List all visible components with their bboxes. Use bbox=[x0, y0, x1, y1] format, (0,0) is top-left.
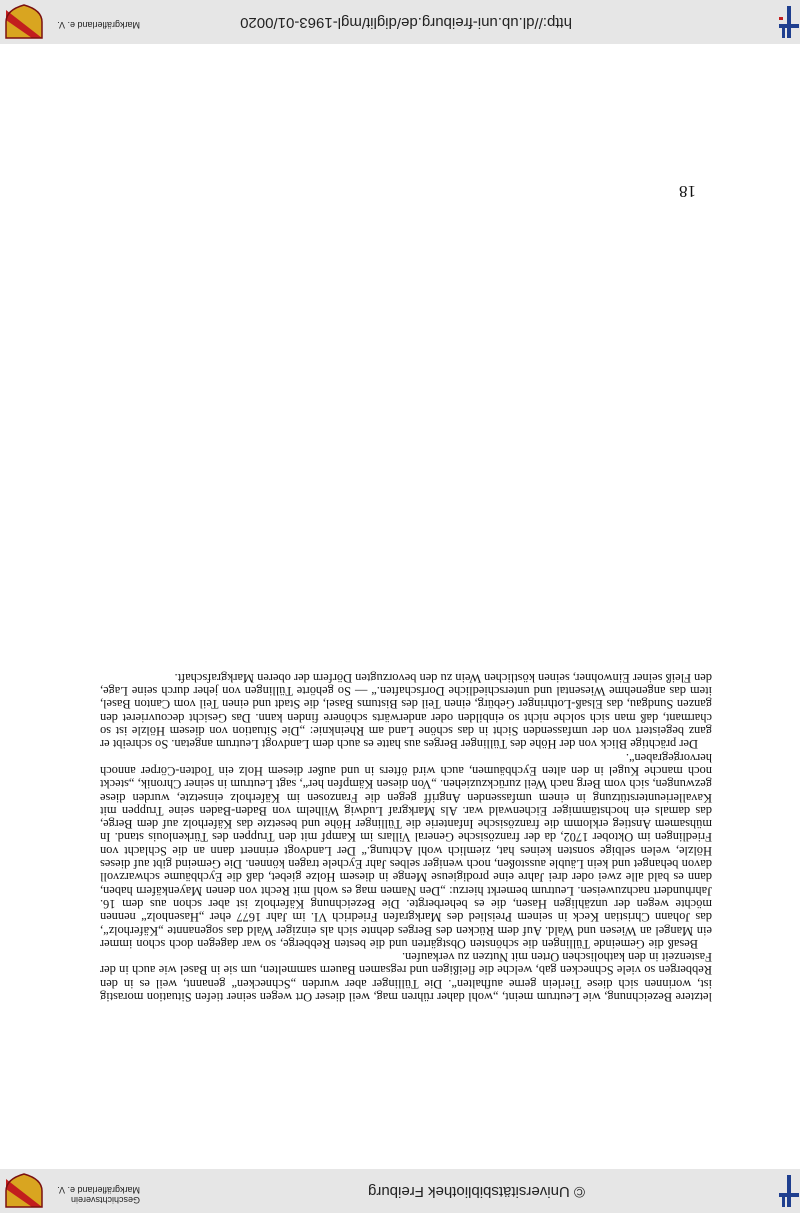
society-line-2: Markgräflerland e. V. bbox=[57, 1185, 140, 1195]
header-bar bbox=[0, 1169, 800, 1213]
page-number: 18 bbox=[679, 182, 696, 201]
society-name bbox=[57, 20, 140, 30]
society-line-1: Geschichtsverein bbox=[70, 1195, 140, 1205]
university-logo bbox=[774, 1173, 800, 1209]
university-logo bbox=[774, 4, 800, 40]
body-text bbox=[100, 671, 712, 1003]
footer-bar bbox=[0, 0, 800, 44]
paragraph: letztere Bezeichnung, wie Leutrum meint, „wohl daher rühren mag, weil dieser Ort wegen seiner tiefen Situation morastig ist, worinnen sich diese Tierlein gerne aufhalten“. Die Tüllinger aber wurden „Schnecken“ genannt, weil es in den Rebbergen so viele Schnecken gab, welche die fleißigen und regsamen Bauern sammelten, um sie in Basel wie auch in der Fastenzeit in den katholischen Orten mit Nutzen zu verkaufen. bbox=[100, 950, 712, 1004]
paragraph: Besaß die Gemeinde Tüllingen die schönsten Obstgärten und die besten Rebberge, so war dagegen doch schon immer ein Mangel an Wiesen und Wald. Auf dem Rücken des Berges dehnte sich als einziger Wald das sogenannte „Käferholz“, das Johann Christian Keck in seinem Preislied des Markgrafen Friedrich VI. im Jahr 1677 eher „Hasenholz“ nennen möchte wegen der unzähligen Hasen, die es beherbergte. Die Bezeichnung Käferholz ist aber schon aus dem 16. Jahrhundert nachzuweisen. Leutrum bemerkt hierzu: „Den Namen mag es wohl mit Recht von denen Mayenkäfern haben, dann es bald alle zwei oder drei Jahre eine prodigieuse Menge in diesem Holze giebet, daß die Eychbäume schwarzvoll davon behanget und kein Läuble ausstoßen, noch weniger selbes Jahr Eychele tragen können. Die Gemeind gibt auf dieses Hölzle, welen selbige sonsten keines hat, ziemlich wohl Achtung.“ Der Landvogt erinnert dann an die Schlacht von Friedlingen im Oktober 1702, da der französische General Villars im Kampf mit den Truppen des Türkenlouis stand. In mühsamem Anstieg erklomm die französische Infanterie die Tüllinger Höhe und besetzte das Käferholz auf dem Berge, das damals ein hochstämmiger Eichenwald war. Als Markgraf Ludwig Wilhelm von Baden-Baden seine Truppen mit Kavallerieunterstützung in einem umfassenden Angriff gegen die Franzosen im Käferholz einsetzte, wurden diese gezwungen, sich vom Berg nach Weil zurückzuziehen. „Von diesen Kämpfen her“, sagt Leutrum in seiner Chronik, „steckt noch manche Kugel in den alten Eychbäumen, auch wird öfters in und außer diesem Holz ein Todten-Cörper annoch hervorgegraben“. bbox=[100, 750, 712, 951]
paragraph: Der prächtige Blick von der Höhe des Tüllinger Berges aus hatte es auch dem Landvogt Leutrum angetan. So schreibt er ganz begeistert von der umfassenden Sicht in das schöne Land am Rheinknie: „Die Situation von diesem Hölzle ist so charmant, daß man sich solche nicht so einbilden oder anderwärts schönere finden kann. Das Gesicht decouvrieret den ganzen Sundgau, das Elsaß-Lothringer Gebürg, einen Teil des Bistums Basel, die Stadt und einen Teil vom Canton Basel, item das angenehme Wiesental und unterschiedliche Dorfschaften.“ — So gehörte Tüllingen von jeher durch seine Lage, den Fleiß seiner Einwohner, seinen köstlichen Wein zu den bevorzugten Dörfern der oberen Markgrafschaft. bbox=[100, 670, 712, 752]
society-name bbox=[57, 1185, 140, 1205]
society-logo bbox=[2, 4, 46, 40]
society-line-1: Markgräflerland e. V. bbox=[57, 20, 140, 30]
copyright-text: © Universitätsbibliothek Freiburg bbox=[368, 1183, 585, 1200]
society-logo bbox=[2, 1173, 46, 1209]
permalink-url[interactable]: http://dl.ub.uni-freiburg.de/diglit/mgl-1963-01/0020 bbox=[240, 14, 572, 31]
